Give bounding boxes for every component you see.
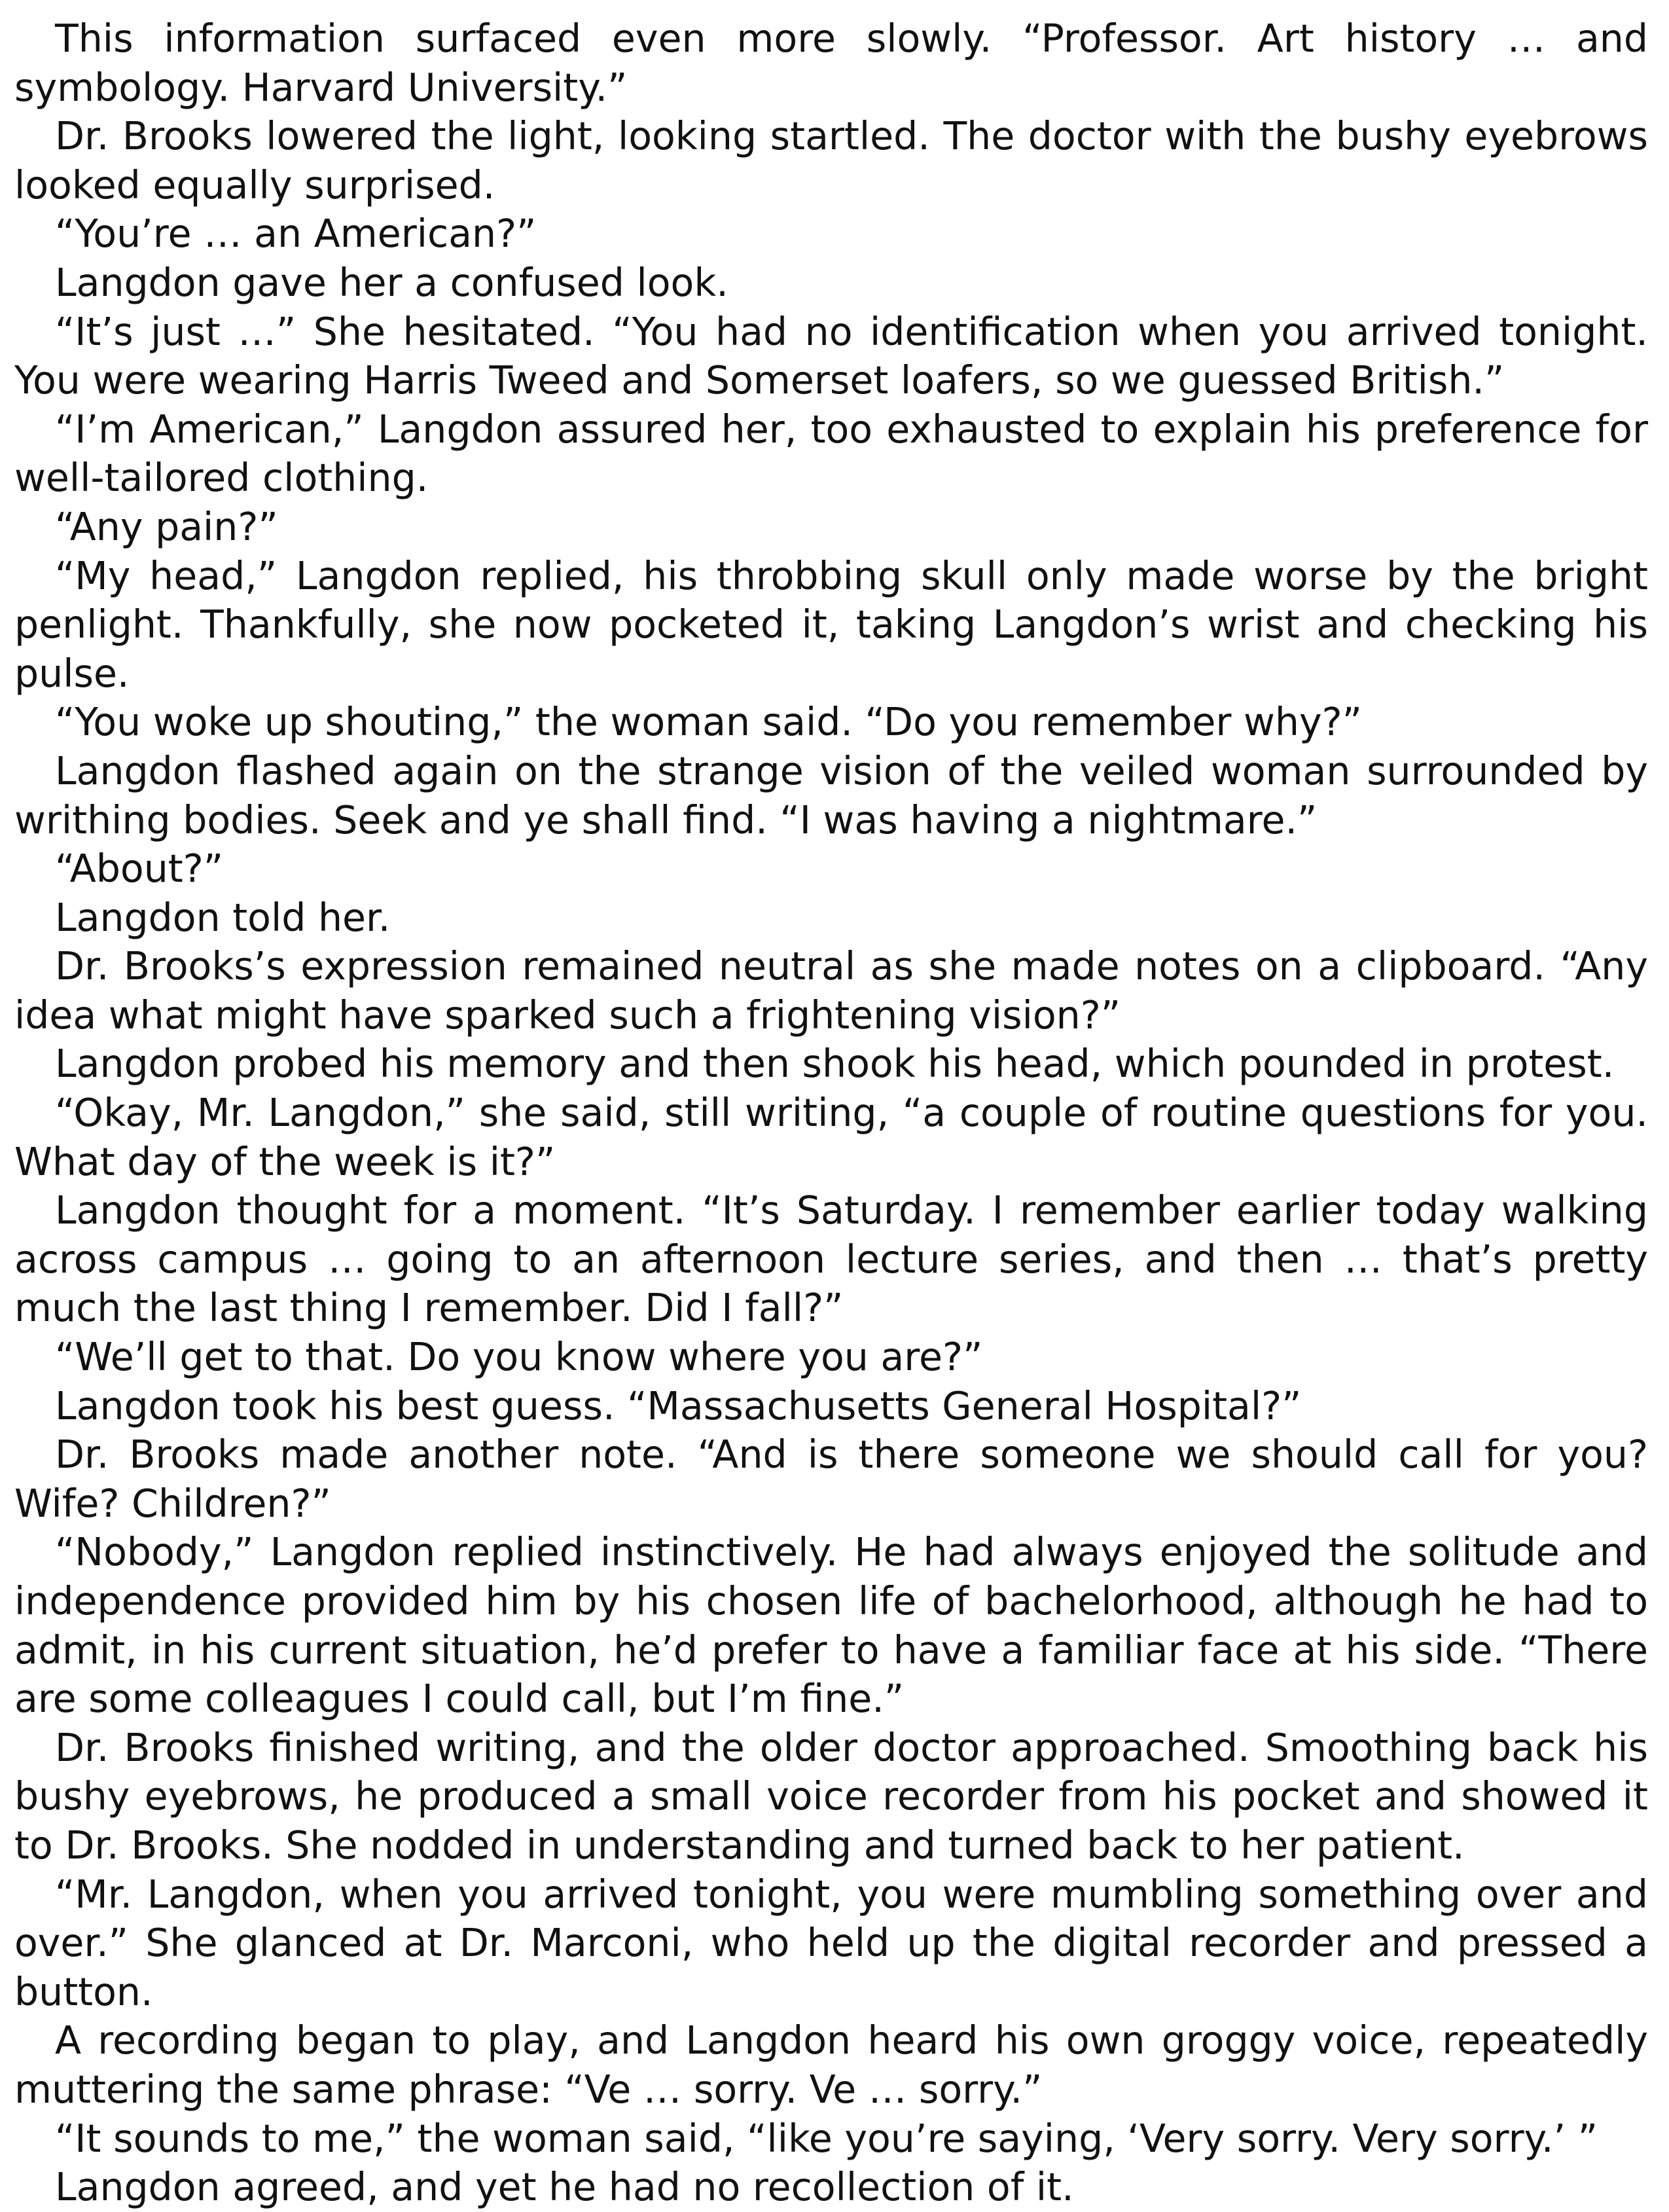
paragraph: A recording began to play, and Langdon heard his own groggy voice, repeatedly muttering the same phrase: “Ve … sorry. Ve … sorry.”: [14, 2018, 1648, 2112]
paragraph: “You woke up shouting,” the woman said. “Do you remember why?”: [55, 700, 1362, 745]
paragraph: “My head,” Langdon replied, his throbbing skull only made worse by the bright penlight. Thankfully, she now pocketed it, taking Langdon’s wrist and checking his pulse.: [14, 553, 1648, 696]
paragraph: “Mr. Langdon, when you arrived tonight, you were mumbling something over and over.” She glanced at Dr. Marconi, who held up the digital recorder and pressed a button.: [14, 1872, 1648, 2014]
paragraph: Langdon probed his memory and then shook his head, which pounded in protest.: [55, 1042, 1615, 1087]
paragraph: Dr. Brooks finished writing, and the older doctor approached. Smoothing back his bushy eyebrows, he produced a small voice recorder from his pocket and showed it to Dr. Brooks. She nodded in understanding and turned back to her patient.: [14, 1725, 1648, 1868]
book-page: [14, 14, 1648, 2212]
paragraph: “We’ll get to that. Do you know where you are?”: [55, 1335, 983, 1380]
paragraph: Langdon thought for a moment. “It’s Saturday. I remember earlier today walking across campus … going to an afternoon lecture series, and then … that’s pretty much the last thing I remember. Did I fall?”: [14, 1188, 1648, 1331]
paragraph: “You’re … an American?”: [55, 211, 537, 257]
paragraph: “Any pain?”: [55, 504, 278, 549]
paragraph: “About?”: [55, 846, 224, 892]
paragraph: “Nobody,” Langdon replied instinctively. He had always enjoyed the solitude and independence provided him by his chosen life of bachelorhood, although he had to admit, in his current situation, he’d prefer to have a familiar face at his side. “There are some colleagues I could call, but I’m fine.”: [14, 1530, 1648, 1722]
paragraph: Langdon told her.: [55, 895, 391, 940]
paragraph: Dr. Brooks’s expression remained neutral as she made notes on a clipboard. “Any idea what might have sparked such a frightening vision?”: [14, 944, 1648, 1038]
paragraph: Langdon took his best guess. “Massachusetts General Hospital?”: [55, 1383, 1302, 1428]
paragraph: Langdon flashed again on the strange vision of the veiled woman surrounded by writhing bodies. Seek and ye shall find. “I was having a nightmare.”: [14, 748, 1648, 843]
paragraph: This information surfaced even more slowly. “Professor. Art history … and symbology. Harvard University.”: [14, 16, 1648, 110]
paragraph: Dr. Brooks lowered the light, looking startled. The doctor with the bushy eyebrows looked equally surprised.: [14, 114, 1648, 208]
paragraph: Dr. Brooks made another note. “And is there someone we should call for you? Wife? Children?”: [14, 1432, 1648, 1526]
paragraph: “It sounds to me,” the woman said, “like you’re saying, ‘Very sorry. Very sorry.’ ”: [55, 2116, 1598, 2161]
paragraph: Langdon gave her a confused look.: [55, 260, 728, 305]
paragraph: “It’s just …” She hesitated. “You had no identification when you arrived tonight. You were wearing Harris Tweed and Somerset loafers, so we guessed British.”: [14, 309, 1648, 403]
paragraph: “Okay, Mr. Langdon,” she said, still writing, “a couple of routine questions for you. What day of the week is it?”: [14, 1091, 1648, 1184]
paragraph: “I’m American,” Langdon assured her, too exhausted to explain his preference for well-tailored clothing.: [14, 407, 1648, 501]
paragraph: Langdon agreed, and yet he had no recollection of it.: [55, 2165, 1074, 2210]
